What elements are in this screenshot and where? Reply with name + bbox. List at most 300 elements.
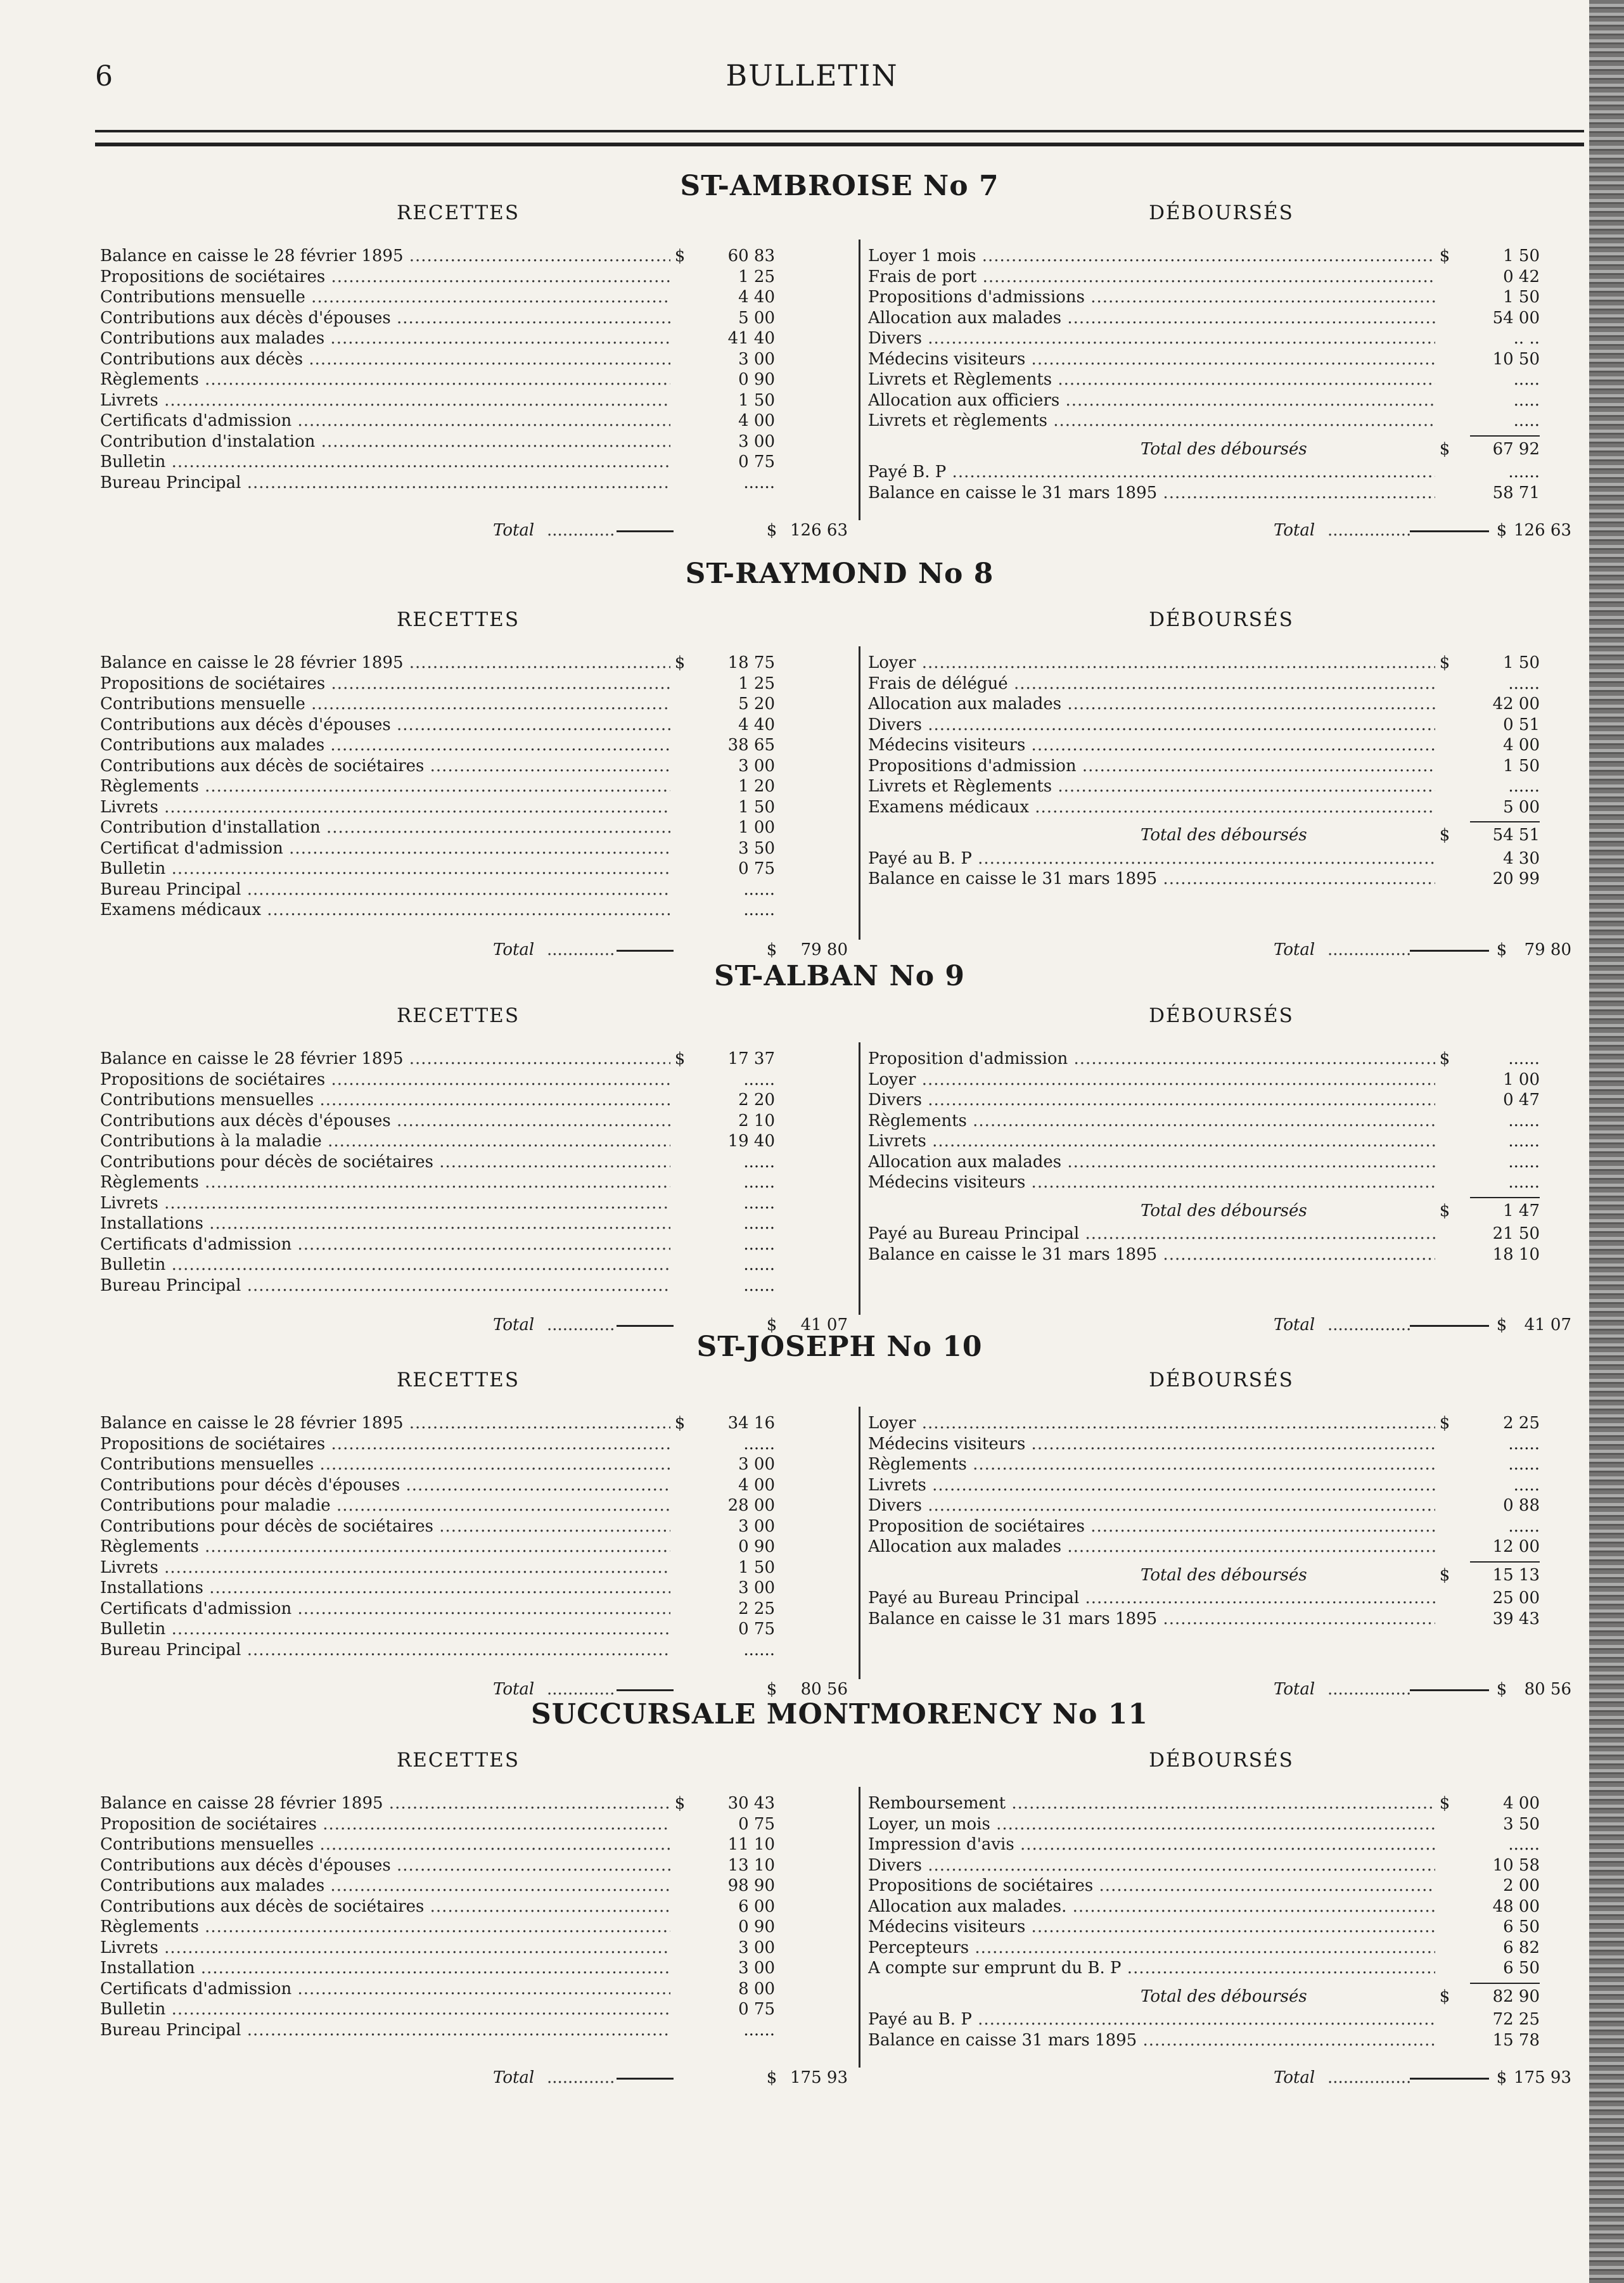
row-amount: 3 50 [1503,1814,1540,1834]
row-amount: 4 00 [738,1475,775,1495]
ledger-row [868,1588,1575,1609]
row-label: Frais de port ..... [868,267,1435,288]
column-divider [859,1042,860,1315]
leader-dots [547,520,617,541]
ledger-row [100,1234,816,1255]
row-label: Propositions de sociétaires ..... [868,1876,1435,1896]
row-amount: 8 00 [738,1979,775,1998]
ledger-row [100,1876,816,1896]
row-label: Livrets ..... [100,797,670,818]
recettes-heading: RECETTES [396,201,520,224]
ledger-row [868,1938,1575,1959]
row-label: Livrets ..... [100,1557,670,1578]
ledger-row [868,735,1575,756]
row-label: Livrets ..... [868,1131,1435,1152]
row-label: Divers ..... [868,1090,1435,1111]
row-amount: 0 47 [1503,1090,1540,1110]
row-amount: 0 75 [738,2000,775,2019]
row-label: Installations ..... [100,1578,670,1599]
row-label: Balance en caisse le 31 mars 1895 ..... [868,483,1435,504]
total-label: Total [1274,1315,1315,1334]
row-label: Contributions aux malades ..... [100,1876,670,1896]
row-label: Examens médicaux ..... [868,797,1435,818]
row-amount: 11 10 [727,1835,775,1854]
row-label: Contributions pour décès de sociétaires ..... [100,1516,670,1537]
subtotal-label: Total des déboursés [1141,1986,1307,2006]
currency-sign: $ [1439,1414,1450,1433]
ledger-row [868,1049,1575,1070]
row-amount: ..... [1513,370,1540,389]
row-label: Allocation aux malades. ..... [868,1896,1435,1917]
row-amount: 17 37 [727,1049,775,1068]
ledger-row [100,756,816,777]
ledger-row [868,2030,1575,2051]
ledger-row [100,1276,816,1296]
ledger-row [100,1213,816,1234]
column-divider [859,1407,860,1679]
row-label: Examens médicaux ..... [100,900,670,921]
debourses-total: 41 07 [1524,1315,1571,1334]
leader-dots [547,1679,617,1700]
row-label: A compte sur emprunt du B. P ..... [868,1958,1435,1979]
recettes-total-row [100,2068,848,2088]
currency-sign: $ [1439,439,1450,459]
ledger-row [100,1834,816,1855]
total-label: Total [493,1680,535,1699]
row-amount: 1 50 [738,390,775,410]
ledger-row [100,1979,816,2000]
debourses-column [868,1331,1575,1704]
subtotal-rule [1470,435,1540,437]
ledger-row [868,483,1575,504]
debourses-total-row [868,940,1575,961]
running-head: BULLETIN [726,58,898,93]
row-amount: 21 50 [1492,1224,1540,1243]
ledger-row [100,859,816,879]
debourses-column [868,1698,1575,2093]
row-amount: 0 51 [1503,715,1540,734]
ledger-row [868,369,1575,390]
ledger-row [868,848,1575,869]
row-label: Balance en caisse le 31 mars 1895 ..... [868,1244,1435,1265]
row-amount: 10 58 [1492,1855,1540,1875]
debourses-subtotal: 54 51 [1492,826,1540,845]
ledger-row [868,1495,1575,1516]
row-label: Livrets et règlements ..... [868,411,1435,432]
row-amount: 0 75 [738,452,775,471]
total-rule [1410,1689,1489,1691]
row-amount: 4 00 [1503,1794,1540,1813]
recettes-heading: RECETTES [396,1749,520,1772]
row-label: Divers ..... [868,1495,1435,1516]
column-divider [859,1787,860,2068]
ledger-row [868,1917,1575,1938]
section-title: ST-ALBAN No 9 [714,960,965,992]
row-label: Loyer ..... [868,1413,1435,1434]
row-amount: ...... [1508,777,1540,796]
debourses-heading: DÉBOURSÉS [1149,1749,1294,1772]
debourses-total: 80 56 [1524,1680,1571,1699]
row-label: Bureau Principal ..... [100,1640,670,1661]
row-amount: 1 50 [1503,246,1540,265]
ledger-row [100,735,816,756]
row-label: Remboursement ..... [868,1793,1435,1814]
row-label: Allocation aux malades ..... [868,1537,1435,1557]
ledger-row [100,473,816,494]
row-amount: ...... [743,1193,775,1213]
row-amount: 6 82 [1503,1938,1540,1957]
row-amount: 1 20 [738,777,775,796]
row-label: Allocation aux malades ..... [868,1152,1435,1173]
row-label: Payé au Bureau Principal ..... [868,1224,1435,1244]
recettes-total: 41 07 [800,1315,848,1334]
currency-sign: $ [766,1315,777,1334]
debourses-total-row [868,1679,1575,1700]
row-amount: .. .. [1513,329,1540,348]
currency-sign: $ [1496,940,1507,959]
subtotal-row [868,1565,1575,1586]
currency-sign: $ [1496,2068,1507,2087]
row-label: Allocation aux malades ..... [868,308,1435,329]
row-amount: 12 00 [1492,1537,1540,1556]
ledger-row [100,1413,816,1434]
ledger-row [100,1516,816,1537]
debourses-total-row [868,520,1575,541]
currency-sign: $ [674,246,686,265]
row-label: Bulletin ..... [100,859,670,879]
row-amount: 2 20 [738,1090,775,1110]
row-amount: 0 75 [738,1620,775,1639]
currency-sign: $ [674,1794,686,1813]
ledger-row [868,1475,1575,1496]
subtotal-label: Total des déboursés [1141,1201,1307,1220]
leader-dots [1327,940,1410,961]
currency-sign: $ [1439,826,1450,845]
row-label: Contributions mensuelles ..... [100,1090,670,1111]
ledger-row [868,308,1575,329]
row-amount: ...... [1508,1111,1540,1130]
currency-sign: $ [1439,1565,1450,1585]
row-amount: 1 00 [738,818,775,837]
ledger-row [868,267,1575,288]
row-amount: 1 50 [738,1557,775,1577]
row-label: Balance en caisse 31 mars 1895 ..... [868,2030,1435,2051]
row-amount: ..... [1513,390,1540,410]
ledger-row [100,1793,816,1814]
ledger-row [100,1896,816,1917]
section-title: ST-JOSEPH No 10 [696,1331,983,1363]
total-label: Total [493,1315,535,1334]
subtotal-rule [1470,821,1540,822]
row-amount: 3 50 [738,838,775,858]
debourses-total: 79 80 [1524,940,1571,959]
row-label: Divers ..... [868,715,1435,736]
ledger-row [100,1255,816,1276]
row-label: Balance en caisse le 28 février 1895 ..... [100,1413,670,1434]
subtotal-label: Total des déboursés [1141,1565,1307,1585]
row-label: Livrets ..... [100,390,670,411]
ledger-row [868,1434,1575,1455]
ledger-row [100,287,816,308]
ledger-row [868,349,1575,370]
row-label: Impression d'avis ..... [868,1834,1435,1855]
row-label: Contributions aux décès d'épouses ..... [100,1855,670,1876]
recettes-total: 126 63 [790,521,848,540]
debourses-heading: DÉBOURSÉS [1149,608,1294,631]
row-label: Contributions aux décès de sociétaires ..... [100,1896,670,1917]
ledger-row [100,1938,816,1959]
row-label: Loyer ..... [868,653,1435,674]
ledger-row [100,2020,816,2041]
row-amount: ...... [1508,1049,1540,1068]
row-amount: 4 00 [738,411,775,430]
row-label: Divers ..... [868,1855,1435,1876]
debourses-heading: DÉBOURSÉS [1149,1004,1294,1027]
row-label: Installation ..... [100,1958,670,1979]
row-amount: 34 16 [727,1414,775,1433]
row-amount: ...... [743,1173,775,1192]
row-amount: ...... [1508,1516,1540,1536]
ledger-row [100,1172,816,1193]
row-amount: 3 00 [738,349,775,369]
row-amount: 5 00 [1503,797,1540,817]
row-amount: 6 50 [1503,1917,1540,1936]
row-amount: 20 99 [1492,869,1540,888]
ledger-row [868,869,1575,890]
row-amount: 0 88 [1503,1496,1540,1515]
recettes-total-row [100,1679,848,1700]
row-label: Livrets ..... [100,1193,670,1214]
total-label: Total [493,521,535,540]
total-label: Total [1274,521,1315,540]
row-label: Loyer, un mois ..... [868,1814,1435,1835]
currency-sign: $ [1439,653,1450,672]
row-label: Proposition d'admission ..... [868,1049,1435,1070]
row-amount: 41 40 [727,329,775,348]
debourses-subtotal: 15 13 [1492,1565,1540,1585]
ledger-row [868,1090,1575,1111]
subtotal-rule [1470,1561,1540,1563]
row-label: Contributions aux malades ..... [100,328,670,349]
subtotal-row [868,1201,1575,1222]
row-label: Contributions aux décès d'épouses ..... [100,715,670,736]
ledger-row [100,1855,816,1876]
recettes-total-row [100,940,848,961]
ledger-row [100,1070,816,1090]
total-label: Total [1274,1680,1315,1699]
row-label: Contributions pour décès de sociétaires ..... [100,1152,670,1173]
ledger-row [100,432,816,452]
ledger-row [868,1516,1575,1537]
currency-sign: $ [766,2068,777,2087]
row-label: Contributions mensuelle ..... [100,694,670,715]
row-amount: 0 90 [738,1537,775,1556]
currency-sign: $ [1439,1794,1450,1813]
row-label: Règlements ..... [100,776,670,797]
debourses-total: 175 93 [1514,2068,1571,2087]
debourses-column [868,558,1575,965]
ledger-row [100,1152,816,1173]
row-amount: ...... [743,879,775,899]
recettes-heading: RECETTES [396,1369,520,1391]
section-title: ST-RAYMOND No 8 [685,558,994,590]
row-amount: ..... [1513,411,1540,430]
row-amount: ...... [1508,1132,1540,1151]
total-rule [617,530,674,532]
ledger-row [100,797,816,818]
debourses-total-row [868,2068,1575,2088]
ledger-row [868,694,1575,715]
recettes-total: 175 93 [790,2068,848,2087]
ledger-row [100,694,816,715]
row-label: Percepteurs ..... [868,1938,1435,1959]
ledger-row [100,246,816,267]
row-label: Règlements ..... [100,369,670,390]
ledger-row [868,653,1575,674]
row-label: Payé au B. P ..... [868,2009,1435,2030]
row-amount: 2 25 [738,1599,775,1618]
page-number: 6 [95,60,113,93]
row-label: Contributions mensuelles ..... [100,1454,670,1475]
ledger-row [868,1111,1575,1132]
row-amount: 3 00 [738,1578,775,1597]
row-amount: ...... [743,1234,775,1254]
row-label: Médecins visiteurs ..... [868,1434,1435,1455]
total-label: Total [1274,940,1315,959]
ledger-row [100,1999,816,2020]
row-amount: ..... [1513,1475,1540,1495]
column-divider [859,240,860,520]
ledger-row [868,246,1575,267]
row-amount: 0 42 [1503,267,1540,286]
ledger-row [100,369,816,390]
leader-dots [1327,1679,1410,1700]
row-amount: 30 43 [727,1794,775,1813]
row-amount: ...... [743,473,775,492]
row-amount: 1 50 [1503,653,1540,672]
debourses-column [868,960,1575,1340]
ledger-row [100,900,816,921]
row-label: Allocation aux malades ..... [868,694,1435,715]
row-amount: 1 50 [1503,288,1540,307]
ledger-row [100,1434,816,1455]
row-label: Livrets ..... [868,1475,1435,1496]
row-amount: ...... [1508,1835,1540,1854]
row-label: Médecins visiteurs ..... [868,1917,1435,1938]
ledger-row [868,756,1575,777]
currency-sign: $ [1496,1680,1507,1699]
ledger-row [868,411,1575,432]
row-amount: 6 50 [1503,1959,1540,1978]
row-amount: 3 00 [738,1959,775,1978]
row-label: Bureau Principal ..... [100,473,670,494]
ledger-row [100,1537,816,1557]
row-amount: 5 00 [738,308,775,328]
row-label: Balance en caisse le 28 février 1895 ..... [100,653,670,674]
row-label: Médecins visiteurs ..... [868,349,1435,370]
row-label: Propositions de sociétaires ..... [100,267,670,288]
ledger-row [100,1578,816,1599]
ledger-row [100,1090,816,1111]
row-label: Installations ..... [100,1213,670,1234]
row-label: Allocation aux officiers ..... [868,390,1435,411]
ledger-row [868,1609,1575,1630]
row-amount: 4 30 [1503,848,1540,868]
ledger-row [100,1475,816,1496]
row-label: Propositions de sociétaires ..... [100,1070,670,1090]
row-label: Bureau Principal ..... [100,1276,670,1296]
row-amount: 98 90 [727,1876,775,1895]
row-amount: ...... [1508,1173,1540,1192]
row-label: Bureau Principal ..... [100,879,670,900]
ledger-row [868,1454,1575,1475]
ledger-row [868,1896,1575,1917]
row-amount: 48 00 [1492,1896,1540,1916]
ledger-row [868,1793,1575,1814]
ledger-row [868,715,1575,736]
row-label: Bulletin ..... [100,1255,670,1276]
row-amount: 60 83 [727,246,775,265]
ledger-row [868,1152,1575,1173]
row-amount: 18 75 [727,653,775,672]
row-amount: 54 00 [1492,308,1540,328]
row-amount: 3 00 [738,756,775,776]
ledger-row [868,674,1575,694]
ledger-row [100,1111,816,1132]
row-label: Règlements ..... [868,1111,1435,1132]
leader-dots [547,940,617,961]
ledger-row [100,674,816,694]
leader-dots [1327,2068,1410,2088]
row-amount: 13 10 [727,1855,775,1875]
row-amount: 28 00 [727,1496,775,1515]
row-label: Livrets ..... [100,1938,670,1959]
row-amount: 38 65 [727,736,775,755]
subtotal-label: Total des déboursés [1141,439,1307,459]
debourses-heading: DÉBOURSÉS [1149,1369,1294,1391]
row-label: Certificats d'admission ..... [100,1234,670,1255]
ledger-row [868,1413,1575,1434]
total-rule [1410,1325,1489,1327]
ledger-row [100,776,816,797]
row-label: Contributions pour décès d'épouses ..... [100,1475,670,1496]
row-label: Loyer ..... [868,1070,1435,1090]
ledger-row [868,776,1575,797]
row-label: Loyer 1 mois ..... [868,246,1435,267]
currency-sign: $ [674,1049,686,1068]
row-amount: ...... [743,2020,775,2040]
ledger-row [100,817,816,838]
subtotal-row [868,1986,1575,2007]
row-label: Frais de délégué ..... [868,674,1435,694]
ledger-row [100,328,816,349]
subtotal-rule [1470,1197,1540,1198]
ledger-row [868,1131,1575,1152]
row-label: Contribution d'instalation ..... [100,432,670,452]
row-label: Médecins visiteurs ..... [868,735,1435,756]
ledger-row [100,1557,816,1578]
recettes-total: 80 56 [800,1680,848,1699]
recettes-total-row [100,520,848,541]
row-label: Bureau Principal ..... [100,2020,670,2041]
ledger-row [100,349,816,370]
row-label: Certificats d'admission ..... [100,1979,670,2000]
ledger-row [100,1454,816,1475]
total-rule [1410,2078,1489,2080]
currency-sign: $ [1439,1201,1450,1220]
row-label: Certificats d'admission ..... [100,1599,670,1620]
row-label: Règlements ..... [100,1917,670,1938]
